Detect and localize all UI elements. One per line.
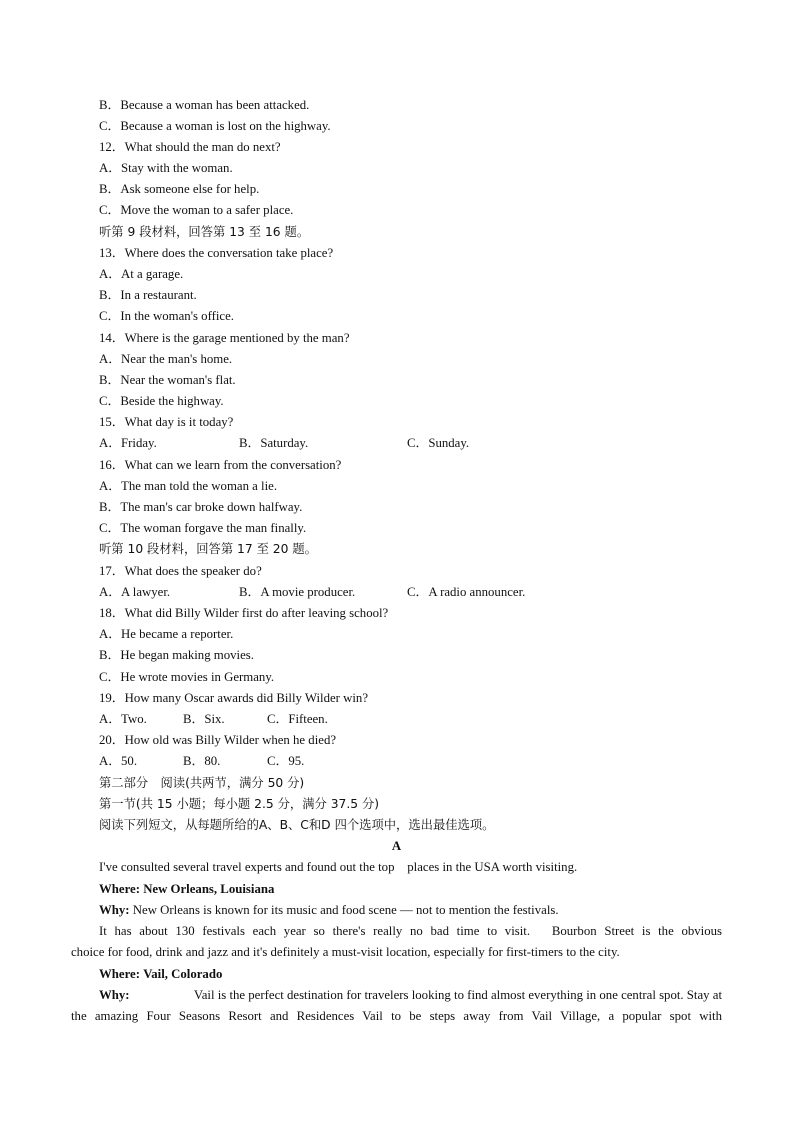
- q15-stem: 15．What day is it today?: [99, 415, 234, 429]
- q13-stem: 13．Where does the conversation take place?: [99, 246, 334, 260]
- q19-option-b: B．Six.: [183, 712, 225, 726]
- q13-option-b: B．In a restaurant.: [99, 288, 197, 302]
- q12-option-b: B．Ask someone else for help.: [99, 182, 260, 196]
- q18-option-a: A．He became a reporter.: [99, 627, 234, 641]
- q11-option-c: C．Because a woman is lost on the highway.: [99, 119, 331, 133]
- section-9-instruction: 听第 9 段材料，回答第 13 至 16 题。: [99, 225, 310, 239]
- q17-stem: 17．What does the speaker do?: [99, 564, 262, 578]
- q20-stem: 20．How old was Billy Wilder when he died?: [99, 733, 337, 747]
- why-new-orleans: [99, 900, 722, 921]
- why-text: New Orleans is known for its music and food scene — not to mention the festivals.: [132, 903, 559, 917]
- why-text: Vail is the perfect destination for travelers looking to find almost everything in one central spot. Stay at: [193, 988, 722, 1002]
- q18-option-c: C．He wrote movies in Germany.: [99, 670, 275, 684]
- where-vail: [99, 964, 722, 985]
- q17-option-c: C．A radio announcer.: [407, 585, 526, 599]
- why-label: Why:: [99, 988, 130, 1002]
- q18-stem: 18．What did Billy Wilder first do after leaving school?: [99, 606, 389, 620]
- section-1-heading: 第一节(共 15 小题；每小题 2.5 分，满分 37.5 分): [99, 797, 380, 811]
- q19-options: [99, 709, 722, 730]
- where-value: Vail, Colorado: [143, 967, 223, 981]
- paragraph-1-line-1: It has about 130 festivals each year so there's really no bad time to visit. Bourbon Street is the obvious: [99, 924, 722, 938]
- why-vail-line-2: the amazing Four Seasons Resort and Residences Vail to be steps away from Vail Village, a popular spot with: [71, 1009, 722, 1023]
- q11-option-b: B．Because a woman has been attacked.: [99, 98, 310, 112]
- q15-option-b: B．Saturday.: [239, 436, 309, 450]
- q16-option-a: A．The man told the woman a lie.: [99, 479, 278, 493]
- q15-option-a: A．Friday.: [99, 436, 157, 450]
- where-label: Where:: [99, 882, 140, 896]
- passage-title: A: [391, 839, 402, 853]
- q12-option-a: A．Stay with the woman.: [99, 161, 233, 175]
- where-value: New Orleans, Louisiana: [143, 882, 275, 896]
- q19-option-c: C．Fifteen.: [267, 712, 328, 726]
- q16-option-b: B．The man's car broke down halfway.: [99, 500, 303, 514]
- where-label: Where:: [99, 967, 140, 981]
- q14-option-b: B．Near the woman's flat.: [99, 373, 236, 387]
- q17-options: [99, 582, 722, 603]
- q14-option-c: C．Beside the highway.: [99, 394, 224, 408]
- q18-option-b: B．He began making movies.: [99, 648, 254, 662]
- q16-option-c: C．The woman forgave the man finally.: [99, 521, 307, 535]
- where-new-orleans: [99, 879, 722, 900]
- q15-options: [99, 433, 722, 454]
- q19-option-a: A．Two.: [99, 712, 147, 726]
- q14-stem: 14．Where is the garage mentioned by the man?: [99, 331, 350, 345]
- q19-stem: 19．How many Oscar awards did Billy Wilder win?: [99, 691, 368, 705]
- q13-option-a: A．At a garage.: [99, 267, 184, 281]
- q20-option-b: B．80.: [183, 754, 221, 768]
- q20-option-a: A．50.: [99, 754, 138, 768]
- why-label: Why:: [99, 903, 130, 917]
- q15-option-c: C．Sunday.: [407, 436, 470, 450]
- q12-option-c: C．Move the woman to a safer place.: [99, 203, 294, 217]
- section-10-instruction: 听第 10 段材料，回答第 17 至 20 题。: [99, 542, 317, 556]
- q16-stem: 16．What can we learn from the conversation?: [99, 458, 342, 472]
- passage-intro: I've consulted several travel experts and found out the top places in the USA worth visiting.: [99, 860, 578, 874]
- q20-option-c: C．95.: [267, 754, 305, 768]
- paragraph-1-line-2: choice for food, drink and jazz and it's definitely a must-visit location, especially for first-timers to the city.: [71, 945, 620, 959]
- q17-option-a: A．A lawyer.: [99, 585, 171, 599]
- reading-instruction: 阅读下列短文，从每题所给的A、B、C和D 四个选项中，选出最佳选项。: [99, 818, 495, 832]
- q12-stem: 12．What should the man do next?: [99, 140, 281, 154]
- q17-option-b: B．A movie producer.: [239, 585, 356, 599]
- part-2-heading: 第二部分 阅读(共两节，满分 50 分): [99, 776, 305, 790]
- q14-option-a: A．Near the man's home.: [99, 352, 233, 366]
- q13-option-c: C．In the woman's office.: [99, 309, 234, 323]
- why-vail-line-1: [99, 985, 722, 1006]
- q20-options: [99, 751, 722, 772]
